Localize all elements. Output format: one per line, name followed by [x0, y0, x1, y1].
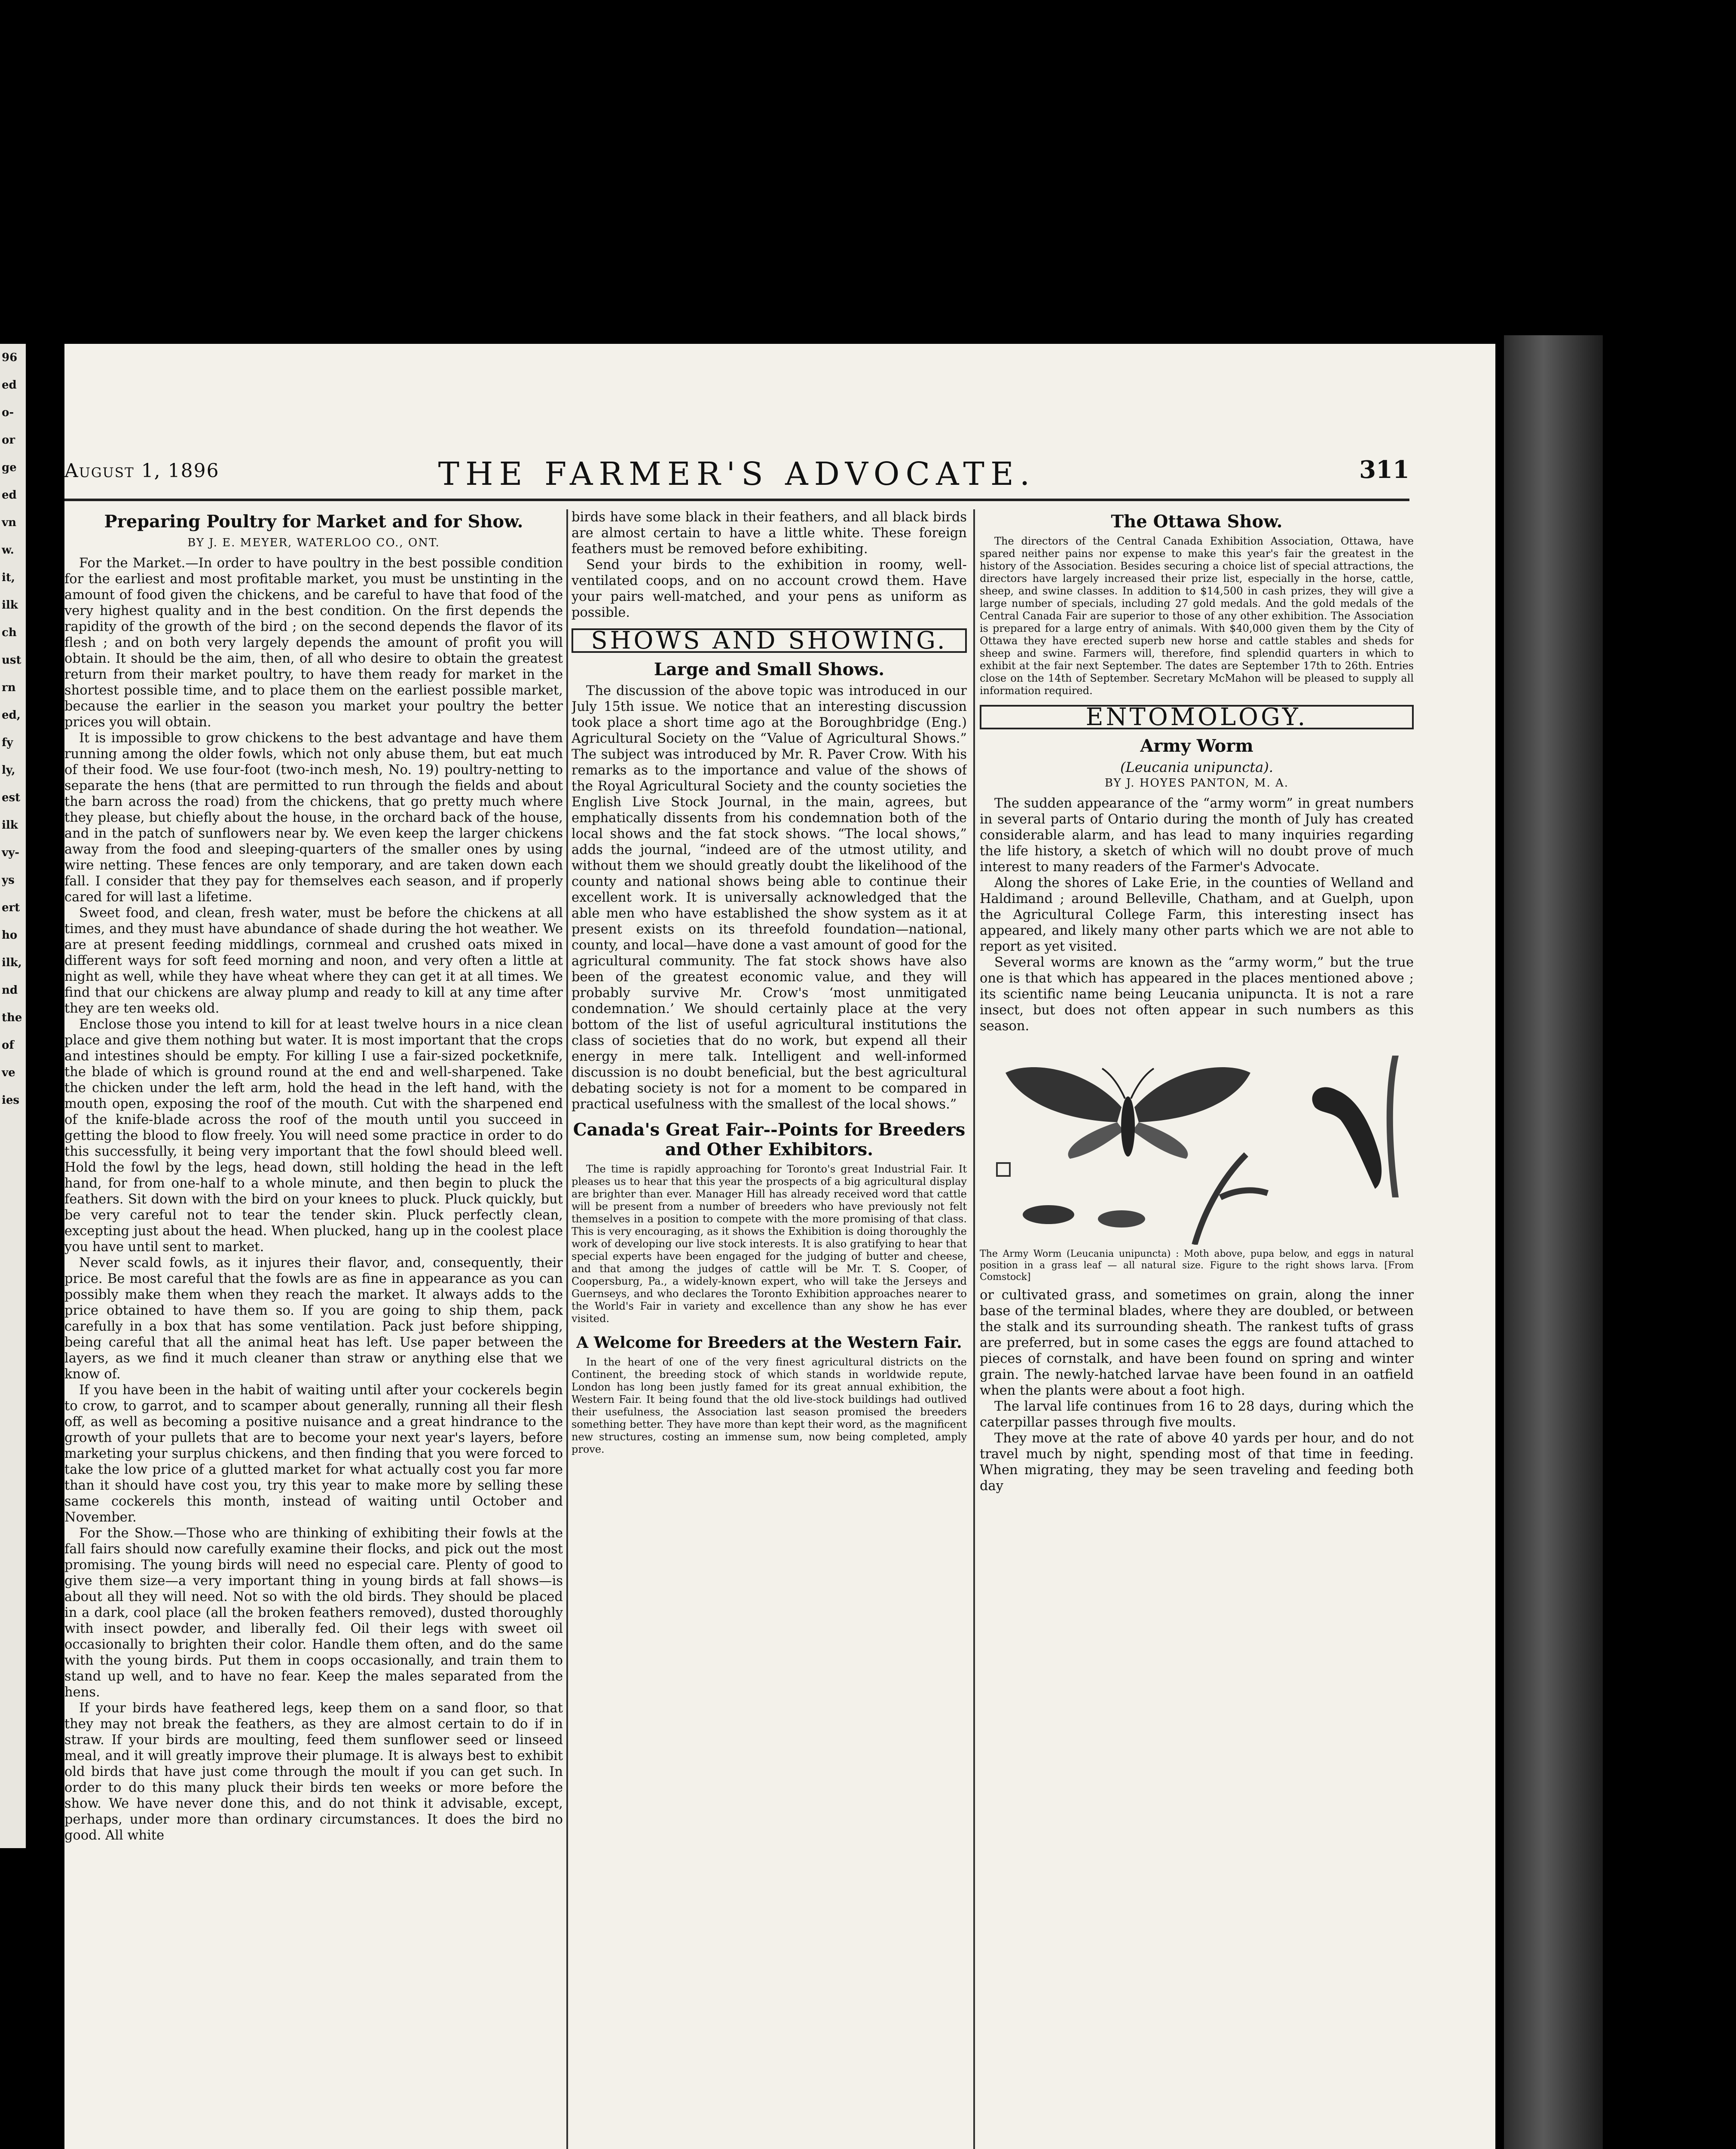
article-headline: Large and Small Shows.: [654, 659, 885, 680]
article-headline: Army Worm: [1140, 736, 1253, 756]
paragraph: In the heart of one of the very finest agricultural districts on the Continent, the breeding stock of which stands in worldwide repute, London has long been justly famed for its great annual exhibition, the Western Fair. It being found that the old live-stock buildings had outlived their usefulness, the Association last season promised the breeders something better. They have more than kept their word, as the magnificent new structures, costing an immense sum, now being completed, amply prove.: [572, 1356, 967, 1455]
column-rule: [566, 509, 568, 2149]
adjacent-page-fragment: or: [2, 434, 15, 447]
adjacent-page-fragment: ert: [2, 901, 20, 914]
adjacent-page-strip: [0, 344, 26, 1848]
adjacent-page-fragment: fy: [2, 736, 13, 749]
page-header: [64, 451, 1409, 501]
adjacent-page-fragment: ho: [2, 929, 18, 942]
paragraph: Send your birds to the exhibition in roomy, well-ventilated coops, and on no account crowd them. Have your pairs well-matched, and your pens as uniform as possible.: [572, 557, 967, 620]
paragraph: birds have some black in their feathers, and all black birds are almost certain to have a little white. These foreign feathers must be removed before exhibiting.: [572, 510, 967, 557]
adjacent-page-fragment: w.: [2, 544, 14, 557]
army-worm-engraving: [980, 1043, 1414, 1245]
adjacent-page-fragment: ilk: [2, 819, 18, 832]
adjacent-page-fragment: the: [2, 1011, 22, 1024]
paragraph: They move at the rate of above 40 yards per hour, and do not travel much by night, spending most of that time in feeding. When migrating, they may be seen traveling and feeding both day: [980, 1431, 1414, 1494]
adjacent-page-fragment: of: [2, 1039, 14, 1052]
article-headline: Canada's Great Fair--Points for Breeders and Other Exhibitors.: [573, 1120, 966, 1160]
larva-figure: [1312, 1056, 1399, 1197]
page-number: 311: [1359, 456, 1409, 484]
adjacent-page-fragment: nd: [2, 984, 18, 997]
adjacent-page-fragment: ys: [2, 874, 15, 887]
adjacent-page-fragment: it,: [2, 571, 15, 584]
paragraph: The discussion of the above topic was introduced in our July 15th issue. We notice that an interesting discussion took place a short time ago at the Boroughbridge (Eng.) Agricultural Society on the “Value of Agricultural Shows.” The subject was introduced by Mr. R. Paver Crow. With his remarks as to the importance and value of the shows of the Royal Agricultural Society and the county societies the English Live Stock Journal, in the main, agrees, but emphatically dissents from his condemnation both of the local shows and the fat stock shows. “The local shows,” adds the journal, “indeed are of the utmost utility, and without them we should greatly doubt the likelihood of the county and national shows being able to continue their excellent work. It is universally acknowledged that the able men who have established the show system as it at present exists on its threefold foundation—national, county, and local—have done a vast amount of good for the agricultural community. The fat stock shows have also been of the greatest economic value, and they will probably survive Mr. Crow's ‘most unmitigated condemnation.’ We should certainly place at the very bottom of the list of useful agricultural institutions the class of societies that do no work, but expend all their energy in mere talk. Intelligent and well-informed discussion is no doubt beneficial, but the best agricultural debating society is not for a moment to be compared in practical usefulness with the smallest of the local shows.”: [572, 683, 967, 1112]
moth-figure: [1006, 1067, 1250, 1159]
paragraph: For the Show.—Those who are thinking of exhibiting their fowls at the fall fairs should now carefully examine their flocks, and pick out the most promising. The young birds will need no especial care. Plenty of good to give them size—a very important thing in young birds at fall shows—is about all they will need. Not so with the old birds. They should be placed in a dark, cool place (all the broken feathers removed), dusted thoroughly with insect powder, and liberally fed. Oil their legs with sweet oil occasionally to brighten their color. Handle them often, and do the same with the young birds. Put them in coops occasionally, and train them to stand up well, and to have no fear. Keep the males separated from the hens.: [64, 1526, 563, 1700]
book-spine: [1504, 335, 1603, 2149]
adjacent-page-fragment: ly,: [2, 764, 15, 777]
column-2: [572, 509, 967, 2149]
article-byline: BY J. HOYES PANTON, M. A.: [1104, 777, 1289, 790]
paragraph: It is impossible to grow chickens to the best advantage and have them running among the older fowls, which not only abuse them, but eat much of their food. We use four-foot (two-inch mesh, No. 19) poultry-netting to separate the hens (that are permitted to run through the fields and about the barn across the road) from the chickens, that go pretty much where they please, but chiefly about the house, in the orchard back of the house, and in the patch of sunflowers near by. We even keep the larger chickens away from the food and sleeping-quarters of the smaller ones by using wire netting. These fences are only temporary, and are taken down each fall. I consider that they pay for themselves each season, and if properly cared for will last a lifetime.: [64, 731, 563, 905]
grass-stem-figure: [1195, 1154, 1268, 1245]
section-heading: ENTOMOLOGY.: [980, 705, 1414, 729]
adjacent-page-fragment: ed,: [2, 709, 21, 722]
paragraph: The sudden appearance of the “army worm” in great numbers in several parts of Ontario during the month of July has created considerable alarm, and has lead to many inquiries regarding the life history, a sketch of which will no doubt prove of much interest to many readers of the Farmer's Advocate.: [980, 796, 1414, 875]
paragraph: If your birds have feathered legs, keep them on a sand floor, so that they may not break the feathers, as they are almost certain to do if in straw. If your birds are moulting, feed them sunflower seed or linseed meal, and it will greatly improve their plumage. It is always best to exhibit old birds that have just come through the moult if you can get such. In order to do this many pluck their birds ten weeks or more before the show. We have never done this, and do not think it advisable, except, perhaps, under more than ordinary circumstances. It does the bird no good. All white: [64, 1701, 563, 1843]
column-3: [980, 509, 1414, 2149]
article-byline: BY J. E. MEYER, WATERLOO CO., ONT.: [187, 536, 440, 549]
adjacent-page-fragment: ve: [2, 1066, 15, 1079]
adjacent-page-fragment: o-: [2, 406, 14, 419]
pupa-figure: [1023, 1205, 1145, 1228]
adjacent-page-fragment: ed: [2, 379, 17, 392]
adjacent-page-fragment: 96: [2, 351, 18, 364]
paragraph: The directors of the Central Canada Exhibition Association, Ottawa, have spared neither pains nor expense to make this year's fair the greatest in the history of the Association. Besides securing a choice list of special attractions, the directors have largely increased their prize list, especially in the horse, cattle, sheep, and swine classes. In addition to $14,500 in cash prizes, they will give a large number of specials, including 27 gold medals. And the gold medals of the Central Canada Fair are superior to those of any other exhibition. The Association is prepared for a large entry of animals. With $40,000 given them by the City of Ottawa they have erected superb new horse and cattle stables and sheds for sheep and swine. Farmers will, therefore, find splendid quarters in which to exhibit at the fair next September. The dates are September 17th to 26th. Entries close on the 14th of September. Secretary McMahon will be pleased to supply all information required.: [980, 535, 1414, 697]
adjacent-page-fragment: vy-: [2, 846, 20, 859]
article-headline: Preparing Poultry for Market and for Show.: [104, 511, 523, 532]
issue-date: August 1, 1896: [64, 460, 220, 482]
paragraph: Never scald fowls, as it injures their flavor, and, consequently, their price. Be most careful that the fowls are as fine in appearance as you can possibly make them when they reach the market. It always adds to the price obtained to have them so. If you are going to ship them, pack carefully in a box that has some ventilation. Pack just before shipping, being careful that all the animal heat has left. Use paper between the layers, as we find it much cleaner than straw or anything else that we know of.: [64, 1255, 563, 1382]
paragraph: or cultivated grass, and sometimes on grain, along the inner base of the terminal blades, where they are doubled, or between the stalk and its surrounding sheath. The rankest tufts of grass are preferred, but in some cases the eggs are found attached to pieces of cornstalk, and have been found on spring and winter grain. The newly-hatched larvae have been found in an oatfield when the plants were about a foot high.: [980, 1288, 1414, 1398]
paragraph: Sweet food, and clean, fresh water, must be before the chickens at all times, and they must have abundance of shade during the hot weather. We are at present feeding middlings, cornmeal and crushed oats mixed in different ways for soft feed morning and noon, and very often a little at night as well, while they have wheat where they can get it at all times. We find that our chickens are alway plump and ready to kill at any time after they are ten weeks old.: [64, 906, 563, 1016]
adjacent-page-fragment: ies: [2, 1094, 20, 1107]
egg-leaf-inset: [997, 1163, 1010, 1176]
article-headline: A Welcome for Breeders at the Western Fair.: [576, 1334, 962, 1352]
adjacent-page-fragment: ilk: [2, 599, 18, 612]
article-headline: The Ottawa Show.: [1111, 511, 1283, 532]
adjacent-page-fragment: est: [2, 791, 21, 804]
article-subhead: (Leucania unipuncta).: [1120, 759, 1274, 775]
figure-caption: The Army Worm (Leucania unipuncta) : Moth above, pupa below, and eggs in natural position in a grass leaf — all natural size. Figure to the right shows larva. [From Comstock]: [980, 1249, 1414, 1283]
adjacent-page-fragment: vn: [2, 516, 17, 529]
column-1: [64, 509, 563, 2149]
adjacent-page-fragment: rn: [2, 681, 16, 694]
adjacent-page-fragment: ust: [2, 654, 21, 667]
adjacent-page-fragment: ilk,: [2, 956, 22, 969]
paragraph: Along the shores of Lake Erie, in the counties of Welland and Haldimand ; around Belleville, Chatham, and at Guelph, upon the Agricultural College Farm, this interesting insect has appeared, and likely many other parts which we are not able to report as yet visited.: [980, 876, 1414, 954]
adjacent-page-fragment: ed: [2, 489, 17, 502]
section-heading: SHOWS AND SHOWING.: [572, 628, 967, 653]
paragraph: Several worms are known as the “army worm,” but the true one is that which has appeared in the places mentioned above ; its scientific name being Leucania unipuncta. It is not a rare insect, but does not often appear in such numbers as this season.: [980, 955, 1414, 1034]
adjacent-page-fragment: ch: [2, 626, 17, 639]
masthead-title: THE FARMER'S ADVOCATE.: [438, 456, 1036, 493]
army-worm-illustration: [980, 1043, 1414, 1245]
paragraph: If you have been in the habit of waiting until after your cockerels begin to crow, to garrot, and to scamper about generally, running all their flesh off, as well as becoming a positive nuisance and a great hindrance to the growth of your pullets that are to become your next year's layers, before marketing your surplus chickens, and then finding that you were forced to take the low price of a glutted market for what actually cost you far more than it should have cost you, try this year to make more by selling these same cockerels this month, instead of waiting until October and November.: [64, 1383, 563, 1525]
adjacent-page-fragment: ge: [2, 461, 17, 474]
paragraph: Enclose those you intend to kill for at least twelve hours in a nice clean place and give them nothing but water. It is most important that the crops and intestines should be empty. For killing I use a fair-sized pocketknife, the blade of which is ground round at the end and well-sharpened. Take the chicken under the left arm, hold the head in the left hand, with the mouth open, exposing the roof of the mouth. Cut with the sharpened end of the knife-blade across the roof of the mouth until you succeed in getting the blood to flow freely. You will need some practice in order to do this successfully, it being very important that the fowl should bleed well. Hold the fowl by the legs, head down, still holding the head in the left hand, for from one-half to a whole minute, and then begin to pluck the feathers. Sit down with the bird on your knees to pluck. Pluck quickly, but be very careful not to tear the tender skin. Pluck perfectly clean, excepting just about the head. When plucked, hang up in the coolest place you have until sent to market.: [64, 1017, 563, 1255]
paragraph: For the Market.—In order to have poultry in the best possible condition for the earliest and most profitable market, you must be unstinting in the amount of food given the chickens, and be careful to have that food of the very highest quality and in the best condition. On the first depends the rapidity of the growth of the bird ; on the second depends the flavor of its flesh ; and on both very largely depends the amount of profit you will obtain. It should be the aim, then, of all who desire to obtain the greatest return from their market poultry, to have them ready for market in the shortest possible time, and to place them on the earliest possible market, because the earlier in the season you market your poultry the better prices you will obtain.: [64, 556, 563, 730]
paragraph: The time is rapidly approaching for Toronto's great Industrial Fair. It pleases us to hear that this year the prospects of a big agricultural display are brighter than ever. Manager Hill has already received word that cattle will be present from a number of breeders who have previously not felt themselves in a position to compete with the more promising of that class. This is very encouraging, as it shows the Exhibition is doing thoroughly the work of developing our live stock interests. It is also gratifying to hear that special experts have been engaged for the judging of butter and cheese, and that among the judges of cattle will be Mr. T. S. Cooper, of Coopersburg, Pa., a widely-known expert, who will take the Jerseys and Guernseys, and who declares the Toronto Exhibition approaches nearer to the World's Fair in variety and excellence than any show he has ever visited.: [572, 1163, 967, 1325]
column-rule: [973, 509, 975, 2149]
paragraph: The larval life continues from 16 to 28 days, during which the caterpillar passes through five moults.: [980, 1399, 1414, 1430]
